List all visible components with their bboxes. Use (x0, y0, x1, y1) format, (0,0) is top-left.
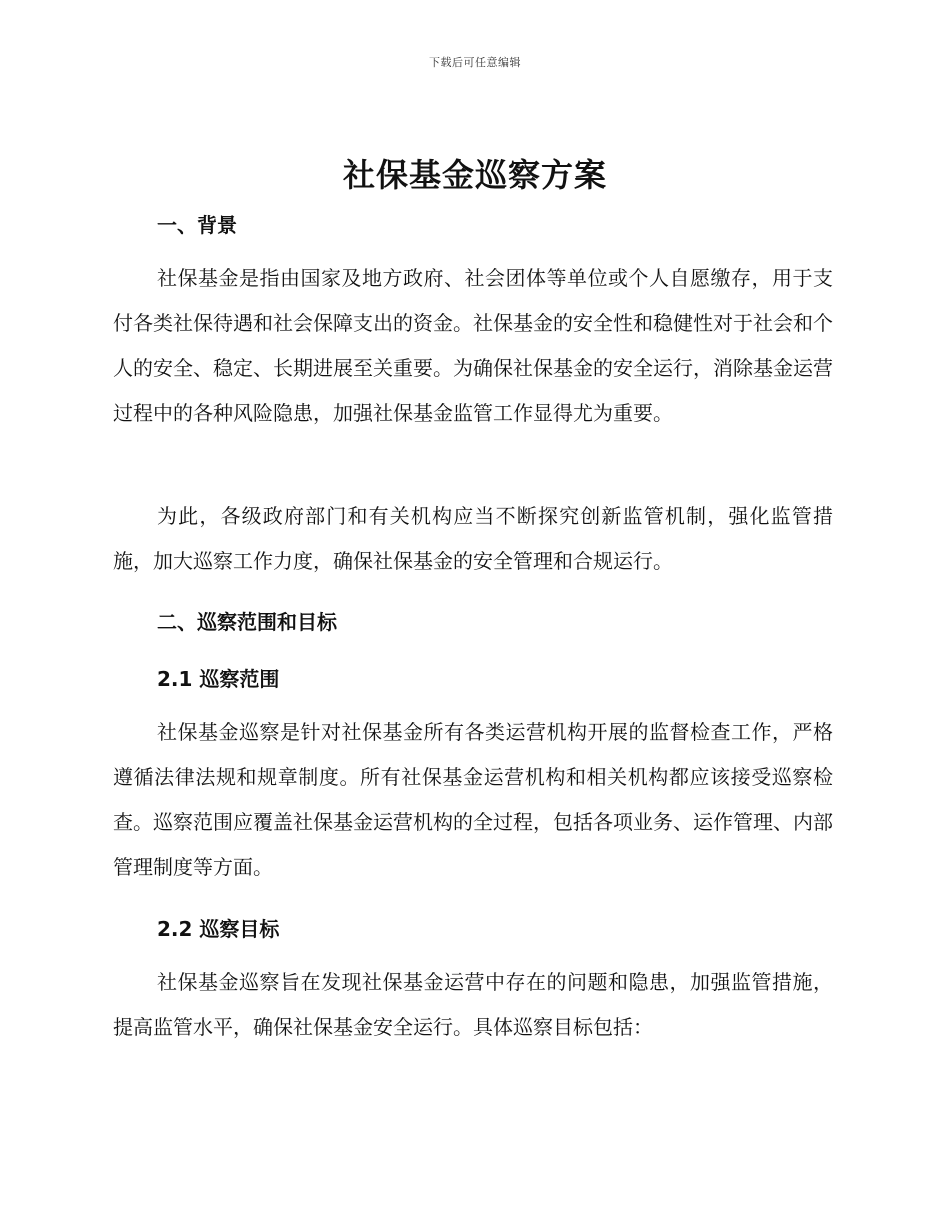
section-heading-background: 一、背景 (157, 213, 237, 237)
subsection-heading-scope: 2.1 巡察范围 (157, 667, 280, 691)
background-paragraph-2-wrap (113, 494, 833, 584)
goals-paragraph: 社保基金巡察旨在发现社保基金运营中存在的问题和隐患，加强监管措施，提高监管水平，确保社保基金安全运行。具体巡察目标包括： (113, 970, 833, 1039)
section-background-heading-wrap (113, 209, 833, 238)
scope-paragraph-wrap (113, 710, 833, 890)
section-scope-goals-heading-wrap (113, 606, 833, 635)
background-paragraph-1: 社保基金是指由国家及地方政府、社会团体等单位或个人自愿缴存，用于支付各类社保待遇和社会保障支出的资金。社保基金的安全性和稳健性对于社会和个人的安全、稳定、长期进展至关重要。为确保社保基金的安全运行，消除基金运营过程中的各种风险隐患，加强社保基金监管工作显得尤为重要。 (113, 266, 833, 425)
scope-paragraph: 社保基金巡察是针对社保基金所有各类运营机构开展的监督检查工作，严格遵循法律法规和规章制度。所有社保基金运营机构和相关机构都应该接受巡察检查。巡察范围应覆盖社保基金运营机构的全过程，包括各项业务、运作管理、内部管理制度等方面。 (113, 720, 833, 879)
subsection-scope-heading-wrap (113, 663, 833, 692)
section-heading-scope-goals: 二、巡察范围和目标 (157, 610, 337, 634)
background-paragraph-2: 为此，各级政府部门和有关机构应当不断探究创新监管机制，强化监管措施，加大巡察工作力度，确保社保基金的安全管理和合规运行。 (113, 504, 833, 573)
subsection-goals-heading-wrap (113, 913, 833, 942)
document-title: 社保基金巡察方案 (342, 156, 607, 194)
subsection-heading-goals: 2.2 巡察目标 (157, 917, 280, 941)
goals-paragraph-wrap (113, 960, 833, 1050)
background-paragraph-1-wrap (113, 256, 833, 436)
header-note: 下载后可任意编辑 (429, 56, 521, 69)
